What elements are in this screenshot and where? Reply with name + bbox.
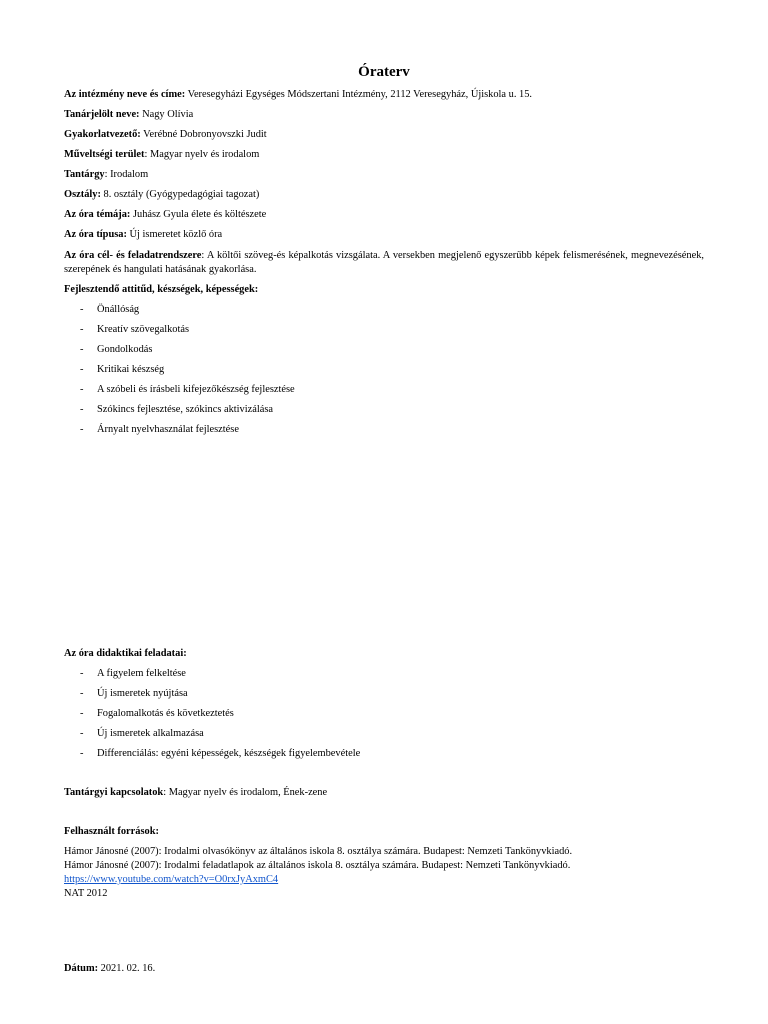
list-item-text: Új ismeretek nyújtása — [97, 688, 188, 699]
field-supervisor — [64, 128, 267, 142]
bullet-dash: - — [80, 304, 84, 315]
field-student-teacher — [64, 108, 193, 122]
list-item-text: Kritikai készség — [97, 364, 165, 375]
date-value: 2021. 02. 16. — [98, 963, 156, 974]
field-value: Verébné Dobronyovszki Judit — [140, 129, 267, 140]
bullet-dash: - — [80, 424, 84, 435]
bullet-dash: - — [80, 404, 84, 415]
field-value: : Irodalom — [104, 169, 149, 180]
field-value: Juhász Gyula élete és költészete — [130, 209, 267, 220]
relations-value: : Magyar nyelv és irodalom, Ének-zene — [163, 787, 328, 798]
list-item-text: Szókincs fejlesztése, szókincs aktivizálása — [97, 404, 274, 415]
subject-relations — [64, 786, 327, 800]
source-line: Hámor Jánosné (2007): Irodalmi feladatlapok az általános iskola 8. osztálya számára. Budapest: Nemzeti Tankönyvkiadó. — [64, 860, 571, 871]
date-line — [64, 962, 155, 976]
field-label: Tanárjelölt neve: — [64, 109, 140, 120]
skills-heading: Fejlesztendő attitűd, készségek, képességek: — [64, 284, 259, 295]
didactic-heading: Az óra didaktikai feladatai: — [64, 648, 187, 659]
bullet-dash: - — [80, 364, 84, 375]
field-label: Tantárgy — [64, 169, 105, 180]
bullet-dash: - — [80, 708, 84, 719]
list-item-text: Differenciálás: egyéni képességek, készségek figyelembevétele — [97, 748, 361, 759]
list-item-text: A szóbeli és írásbeli kifejezőkészség fejlesztése — [97, 384, 295, 395]
field-value: Új ismeretet közlő óra — [126, 229, 223, 240]
field-lesson-type — [64, 228, 222, 242]
list-item-text: A figyelem felkeltése — [97, 668, 186, 679]
field-value: 8. osztály (Gyógypedagógiai tagozat) — [100, 189, 260, 200]
field-label: Gyakorlatvezető: — [64, 129, 141, 140]
field-value: Veresegyházi Egységes Módszertani Intézmény, 2112 Veresegyház, Újiskola u. 15. — [185, 89, 533, 100]
list-item-text: Gondolkodás — [97, 344, 153, 355]
goal-text: : A költői szöveg-és képalkotás vizsgálata. A versekben megjelenő egyszerűbb képek felismerésének, megnevezésének, szerepének és hangulati hatásának gyakorlása. — [64, 250, 704, 275]
field-institution — [64, 88, 532, 102]
source-link[interactable]: https://www.youtube.com/watch?v=O0rxJyAxmC4 — [64, 874, 279, 885]
field-topic — [64, 208, 266, 222]
field-value: Nagy Olívia — [139, 109, 194, 120]
field-value: : Magyar nyelv és irodalom — [144, 149, 260, 160]
bullet-dash: - — [80, 384, 84, 395]
bullet-dash: - — [80, 748, 84, 759]
list-item-text: Kreatív szövegalkotás — [97, 324, 190, 335]
list-item-text: Önállóság — [97, 304, 140, 315]
source-line: Hámor Jánosné (2007): Irodalmi olvasókönyv az általános iskola 8. osztálya számára. Budapest: Nemzeti Tankönyvkiadó. — [64, 846, 573, 857]
bullet-dash: - — [80, 668, 84, 679]
field-domain — [64, 148, 259, 162]
goal-label: Az óra cél- és feladatrendszere — [64, 250, 202, 261]
sources-heading: Felhasznált források: — [64, 826, 159, 837]
field-label: Az intézmény neve és címe: — [64, 89, 186, 100]
goal-paragraph — [64, 249, 704, 277]
field-subject — [64, 168, 148, 182]
bullet-dash: - — [80, 324, 84, 335]
field-label: Osztály: — [64, 189, 101, 200]
bullet-dash: - — [80, 688, 84, 699]
bullet-dash: - — [80, 728, 84, 739]
list-item-text: Fogalomalkotás és következtetés — [97, 708, 234, 719]
list-item-text: Új ismeretek alkalmazása — [97, 728, 204, 739]
field-label: Az óra típusa: — [64, 229, 127, 240]
list-item-text: Árnyalt nyelvhasználat fejlesztése — [97, 424, 239, 435]
page-title: Óraterv — [358, 64, 410, 80]
source-line: NAT 2012 — [64, 888, 108, 899]
field-label: Műveltségi terület — [64, 149, 145, 160]
bullet-dash: - — [80, 344, 84, 355]
field-label: Az óra témája: — [64, 209, 131, 220]
sources-list — [64, 845, 572, 901]
field-class — [64, 188, 259, 202]
relations-label: Tantárgyi kapcsolatok — [64, 787, 164, 798]
date-label: Dátum: — [64, 963, 99, 974]
